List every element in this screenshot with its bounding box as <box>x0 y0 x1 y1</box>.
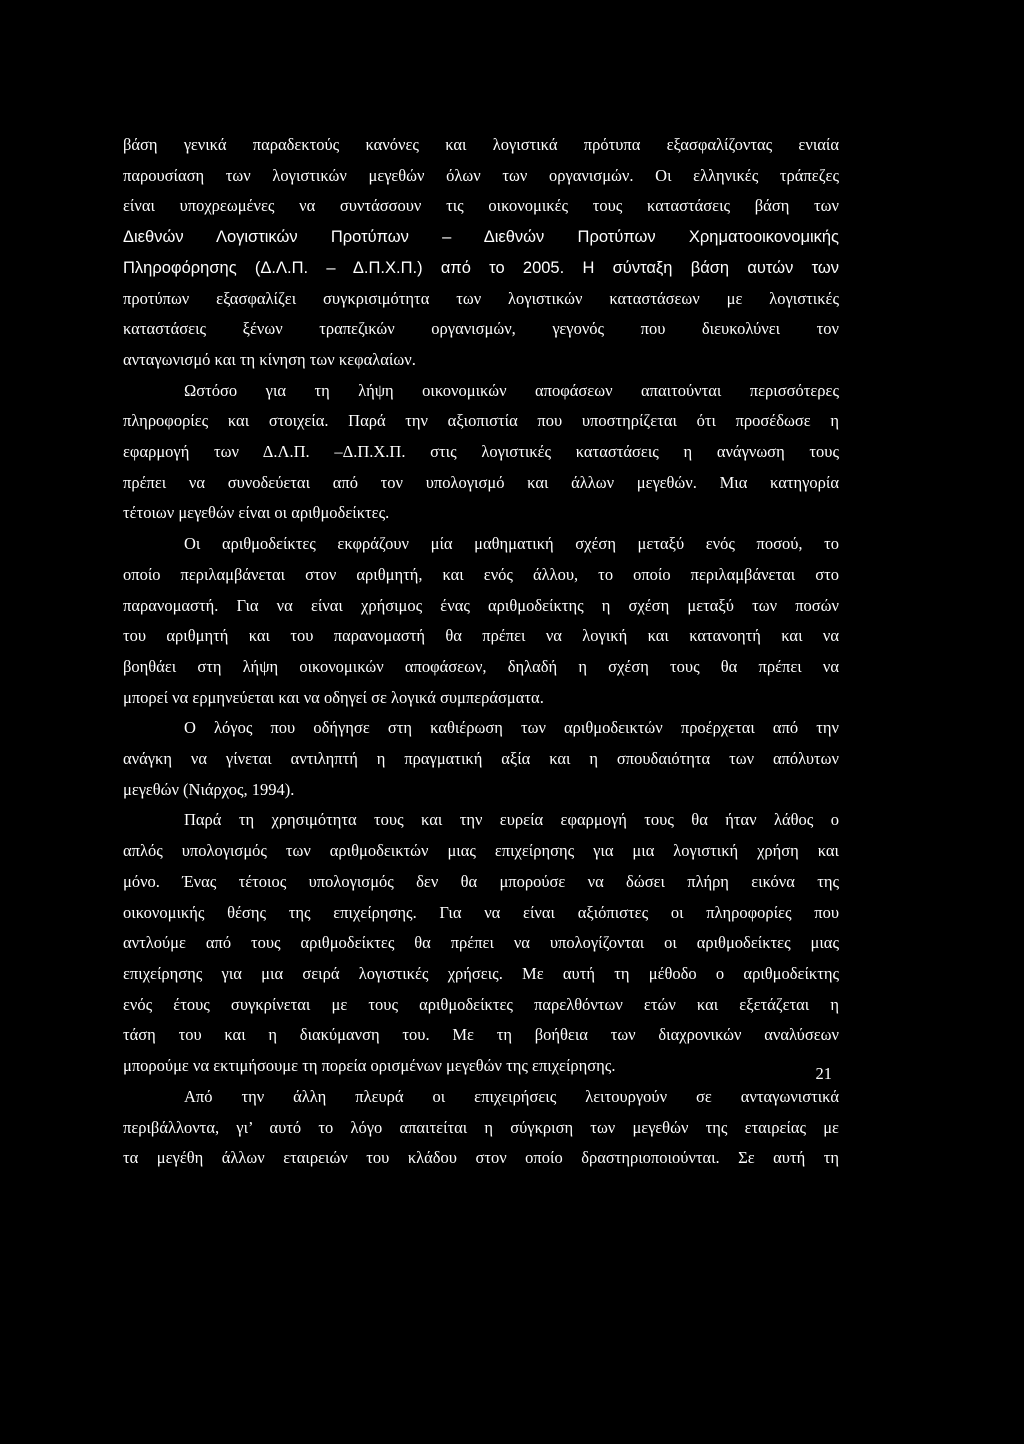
text-line: παρουσίαση των λογιστικών μεγεθών όλων των οργανισμών. Οι ελληνικές τράπεζες <box>123 165 839 185</box>
paragraph-5 <box>123 805 839 1081</box>
text-line: περιβάλλοντα, γι’ αυτό το λόγο απαιτείται η σύγκριση των μεγεθών της εταιρείας με <box>123 1117 839 1137</box>
text-line: Πληροφόρησης (Δ.Λ.Π. – Δ.Π.Χ.Π.) από το 2005. Η σύνταξη βάση αυτών των <box>123 258 839 277</box>
text-line: μόνο. Ένας τέτοιος υπολογισμός δεν θα μπορούσε να δώσει πλήρη εικόνα της <box>123 871 839 891</box>
text-line: είναι υποχρεωμένες να συντάσσουν τις οικονομικές τους καταστάσεις βάση των <box>123 196 839 216</box>
text-line: τα μεγέθη άλλων εταιρειών του κλάδου στον οποίο δραστηριοποιούνται. Σε αυτή τη <box>123 1148 839 1168</box>
text-line: ανάγκη να γίνεται αντιληπτή η πραγματική αξία και η σπουδαιότητα των απόλυτων <box>123 749 839 769</box>
text-line: παρανομαστή. Για να είναι χρήσιμος ένας αριθμοδείκτης η σχέση μεταξύ των ποσών <box>123 595 839 615</box>
text-line: καταστάσεις ξένων τραπεζικών οργανισμών, γεγονός που διευκολύνει τον <box>123 319 839 339</box>
text-line: τέτοιων μεγεθών είναι οι αριθμοδείκτες. <box>123 503 390 523</box>
text-line: μεγεθών (Νιάρχος, 1994). <box>123 779 295 799</box>
text-line: τάση του και η διακύμανση του. Με τη βοήθεια των διαχρονικών αναλύσεων <box>123 1025 839 1045</box>
text-line: Ο λόγος που οδήγησε στη καθιέρωση των αριθμοδεικτών προέρχεται από την <box>184 718 839 738</box>
text-line: οποίο περιλαμβάνεται στον αριθμητή, και ενός άλλου, το οποίο περιλαμβάνεται στο <box>123 564 839 584</box>
text-line: πρέπει να συνοδεύεται από τον υπολογισμό και άλλων μεγεθών. Μια κατηγορία <box>123 472 839 492</box>
text-line: πληροφορίες και στοιχεία. Παρά την αξιοπιστία που υποστηρίζεται ότι προσέδωσε η <box>123 411 839 431</box>
text-line: απλός υπολογισμός των αριθμοδεικτών μιας επιχείρησης για μια λογιστική χρήση και <box>123 841 839 861</box>
text-line: βάση γενικά παραδεκτούς κανόνες και λογιστικά πρότυπα εξασφαλίζοντας ενιαία <box>123 135 839 154</box>
text-line: εφαρμογή των Δ.Λ.Π. –Δ.Π.Χ.Π. στις λογιστικές καταστάσεις η ανάγνωση τους <box>123 442 839 462</box>
text-line: βοηθάει στη λήψη οικονομικών αποφάσεων, δηλαδή η σχέση τους θα πρέπει να <box>123 656 839 676</box>
text-line: οικονομικής θέσης της επιχείρησης. Για να είναι αξιόπιστες οι πληροφορίες που <box>123 902 839 922</box>
text-line: μπορούμε να εκτιμήσουμε τη πορεία ορισμένων μεγεθών της επιχείρησης. <box>123 1056 616 1076</box>
paragraph-6 <box>123 1082 839 1174</box>
text-line: Παρά τη χρησιμότητα τους και την ευρεία εφαρμογή τους θα ήταν λάθος ο <box>184 810 839 830</box>
paragraph-1 <box>123 130 839 376</box>
paragraph-2 <box>123 376 839 530</box>
text-line: ανταγωνισμό και τη κίνηση των κεφαλαίων. <box>123 349 416 369</box>
text-line: Ωστόσο για τη λήψη οικονομικών αποφάσεων απαιτούνται περισσότερες <box>184 380 839 400</box>
text-line: αντλούμε από τους αριθμοδείκτες θα πρέπει να υπολογίζονται οι αριθμοδείκτες μιας <box>123 933 839 953</box>
text-line: του αριθμητή και του παρανομαστή θα πρέπει να λογική και κατανοητή και να <box>123 626 839 646</box>
paragraph-4 <box>123 713 839 805</box>
text-line: Οι αριθμοδείκτες εκφράζουν μία μαθηματική σχέση μεταξύ ενός ποσού, το <box>184 534 839 554</box>
text-line: ενός έτους συγκρίνεται με τους αριθμοδείκτες παρελθόντων ετών και εξετάζεται η <box>123 994 839 1014</box>
text-line: προτύπων εξασφαλίζει συγκρισιμότητα των λογιστικών καταστάσεων με λογιστικές <box>123 288 839 308</box>
paragraph-3 <box>123 529 839 713</box>
text-line: Διεθνών Λογιστικών Προτύπων – Διεθνών Προτύπων Χρηματοοικονομικής <box>123 228 839 247</box>
text-line: επιχείρησης για μια σειρά λογιστικές χρήσεις. Με αυτή τη μέθοδο ο αριθμοδείκτης <box>123 963 839 983</box>
body-text <box>123 130 839 1174</box>
text-line: Από την άλλη πλευρά οι επιχειρήσεις λειτουργούν σε ανταγωνιστικά <box>184 1086 839 1106</box>
page-number: 21 <box>815 1064 832 1083</box>
text-line: μπορεί να ερμηνεύεται και να οδηγεί σε λογικά συμπεράσματα. <box>123 687 544 707</box>
